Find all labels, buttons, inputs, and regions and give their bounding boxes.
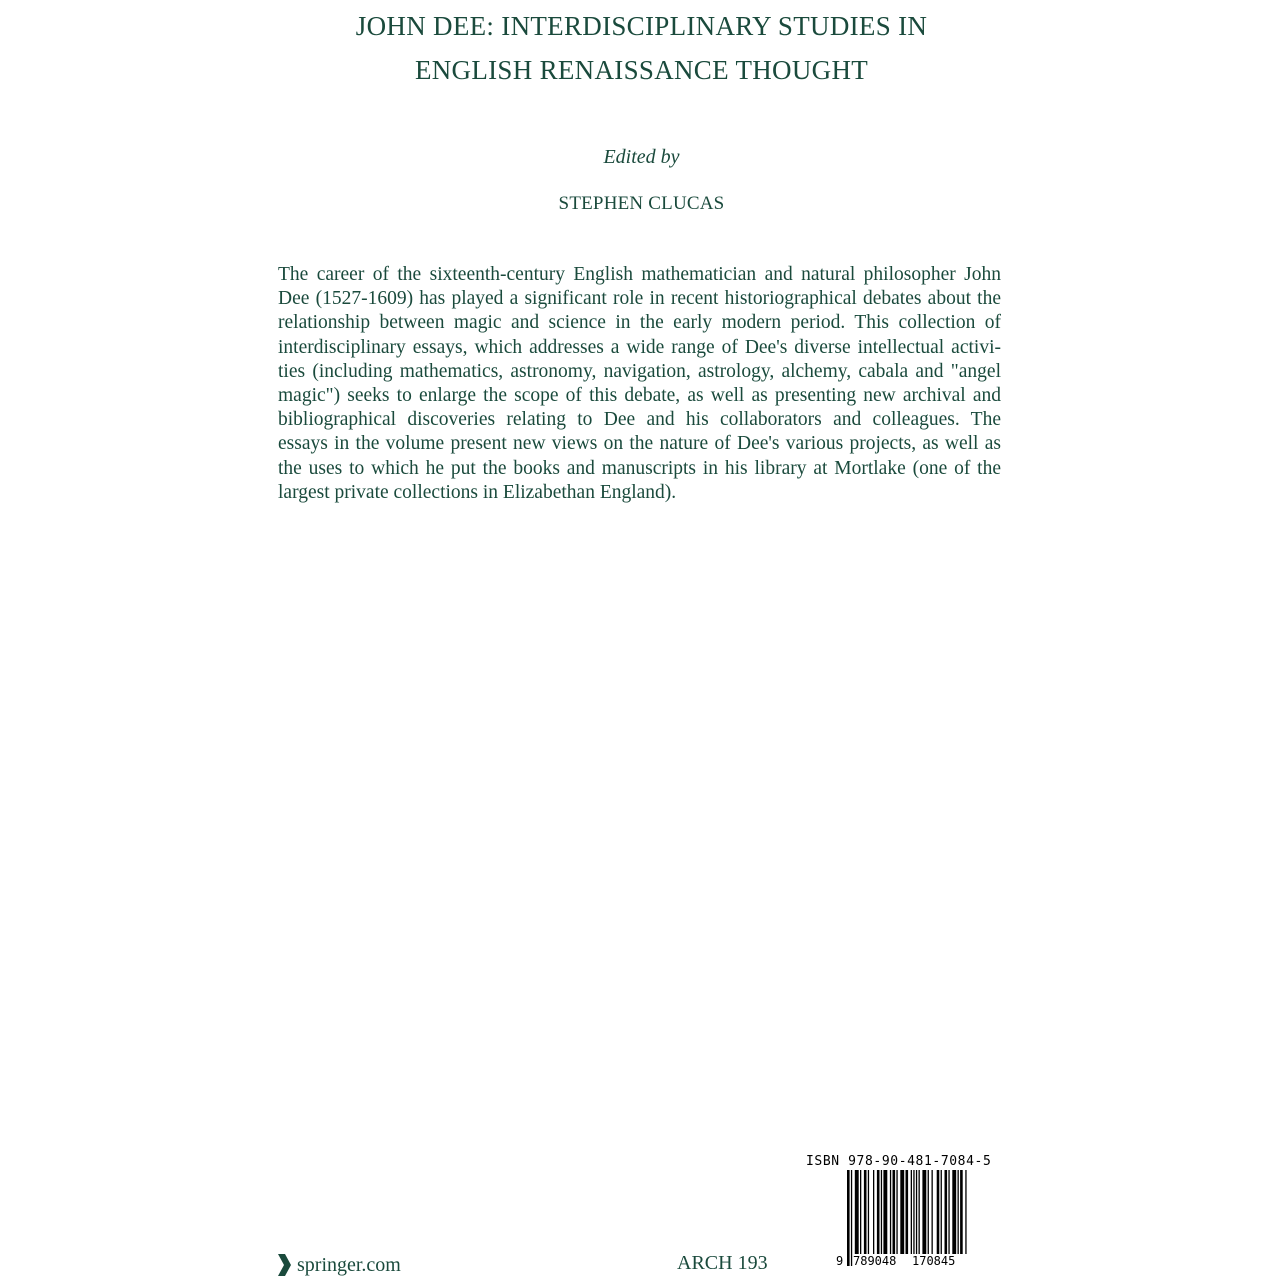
book-description [278,263,1001,505]
barcode-bar [851,1170,852,1266]
isbn-barcode [846,1170,968,1266]
barcode-bar [948,1170,949,1254]
barcode-bar [896,1170,897,1254]
description-line: bibliographical discoveries relating to Dee and his collaborators and colleagues. The [278,409,1001,431]
barcode-bar [911,1170,912,1254]
barcode-bar [922,1170,926,1254]
barcode-bar [860,1170,861,1254]
barcode-bar [847,1170,850,1266]
description-line: interdisciplinary essays, which addresses a wide range of Dee's diverse intellectual activi- [278,336,1001,358]
description-line: essays in the volume present new views on the nature of Dee's various projects, as well as [278,433,1001,455]
barcode-bar [855,1170,859,1254]
barcode-bar [900,1170,904,1254]
publisher-website: springer.com [297,1253,401,1276]
series-number: ARCH 193 [677,1252,768,1274]
barcode-bar [877,1170,880,1254]
chevron-right-icon [276,1252,292,1278]
barcode-bar [941,1170,942,1254]
description-line: largest private collections in Elizabethan England). [278,481,677,503]
barcode-digit-first: 9 [836,1254,844,1268]
barcode-bar [945,1170,948,1254]
barcode-bar [864,1170,867,1254]
editor-name: STEPHEN CLUCAS [558,193,725,214]
barcode-bar [873,1170,874,1254]
barcode-bar [890,1170,891,1254]
barcode-digits-left: 789048 [853,1254,897,1268]
barcode-bar [883,1170,887,1254]
book-title-line-2: ENGLISH RENAISSANCE THOUGHT [414,55,869,85]
description-line: magic") seeks to enlarge the scope of this debate, as well as presenting new archival and [278,385,1001,407]
description-line: ties (including mathematics, astronomy, navigation, astrology, alchemy, cabala and "angel [278,360,1001,382]
description-line: Dee (1527-1609) has played a significant role in recent historiographical debates about the [278,288,1001,310]
description-line: the uses to which he put the books and manuscripts in his library at Mortlake (one of the [278,457,1001,479]
barcode-bar [913,1170,914,1254]
barcode-digits-right: 170845 [912,1254,956,1268]
barcode-bar [932,1170,933,1254]
isbn-label: ISBN 978-90-481-7084-5 [806,1154,992,1169]
barcode-bar [928,1170,929,1254]
barcode-bar [919,1170,920,1266]
barcode-bar [916,1170,917,1266]
barcode-bar [958,1170,959,1254]
barcode-bar [960,1170,963,1254]
description-line: relationship between magic and science in the early modern period. This collection of [278,312,1001,334]
publisher-link[interactable] [276,1252,401,1278]
barcode-bar [893,1170,896,1254]
barcode-bar [881,1170,882,1254]
barcode-bar [937,1170,940,1254]
barcode-bar [965,1170,966,1254]
edited-by-label: Edited by [603,146,680,168]
description-line: The career of the sixteenth-century English mathematician and natural philosopher John [278,264,1001,285]
barcode-bar [906,1170,909,1254]
barcode-bar [952,1170,956,1254]
book-title-line-1: JOHN DEE: INTERDISCIPLINARY STUDIES IN [355,11,928,41]
barcode-bar [868,1170,869,1254]
